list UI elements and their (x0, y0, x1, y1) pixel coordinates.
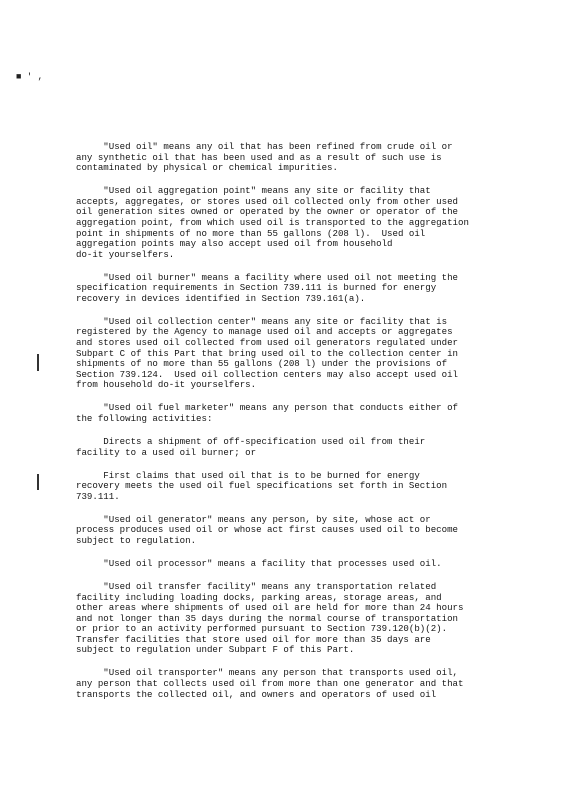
definition-used-oil-aggregation-point: "Used oil aggregation point" means any site or facility that accepts, aggregates, or stores used oil collected only from other used oil generation sites owned or operated by the owner or operator of the aggregation point, from which used oil is transported to the aggregation point in shipments of no more than 55 gallons (208 l). Used oil aggregation points may also accept used oil from household do-it yourselfers. (76, 185, 469, 260)
marketer-activity-1: Directs a shipment of off-specification used oil from their facility to a used oil burner; or (76, 436, 426, 458)
definition-used-oil-transfer-facility: "Used oil transfer facility" means any transportation related facility including loading docks, parking areas, storage areas, and other areas where shipments of used oil are held for more than 24 hours and not longer than 35 days during the normal course of transportation or prior to an activity performed pursuant to Section 739.120(b)(2). Transfer facilities that store used oil for more than 35 days are subject to regulation under Subpart F of this Part. (76, 580, 464, 656)
definition-used-oil: "Used oil" means any oil that has been refined from crude oil or any synthetic oil that has been used and as a result of such use is contaminated by physical or chemical impurities. (76, 141, 453, 174)
change-bar (37, 474, 39, 490)
corner-mark: ■ ' , (16, 72, 44, 82)
marketer-activity-2: First claims that used oil that is to be burned for energy recovery meets the used oil fuel specifications set forth in Section 739.111. (76, 469, 448, 502)
definition-used-oil-fuel-marketer: "Used oil fuel marketer" means any person that conducts either of the following activities: (76, 402, 458, 425)
document-body (76, 142, 506, 713)
definition-used-oil-transporter: "Used oil transporter" means any person that transports used oil, any person that collects used oil from more than one generator and that transports the collected oil, and owners and operators of used oil (76, 667, 464, 700)
definition-used-oil-burner: "Used oil burner" means a facility where used oil not meeting the specification requirements in Section 739.111 is burned for energy recovery in devices identified in Section 739.161(a). (76, 271, 458, 304)
definition-used-oil-processor: "Used oil processor" means a facility that processes used oil. (76, 557, 442, 569)
change-bar (37, 354, 39, 371)
definition-used-oil-generator: "Used oil generator" means any person, by site, whose act or process produces used oil or whose act first causes used oil to become subject to regulation. (76, 513, 458, 546)
definition-used-oil-collection-center: "Used oil collection center" means any site or facility that is registered by the Agency to manage used oil and accepts or aggregates and stores used oil collected from used oil generators regulated under Subpart C of this Part that bring used oil to the collection center in shipments of no more than 55 gallons (208 l) under the provisions of Section 739.124. Used oil collection centers may also accept used oil from household do-it yourselfers. (76, 315, 458, 391)
